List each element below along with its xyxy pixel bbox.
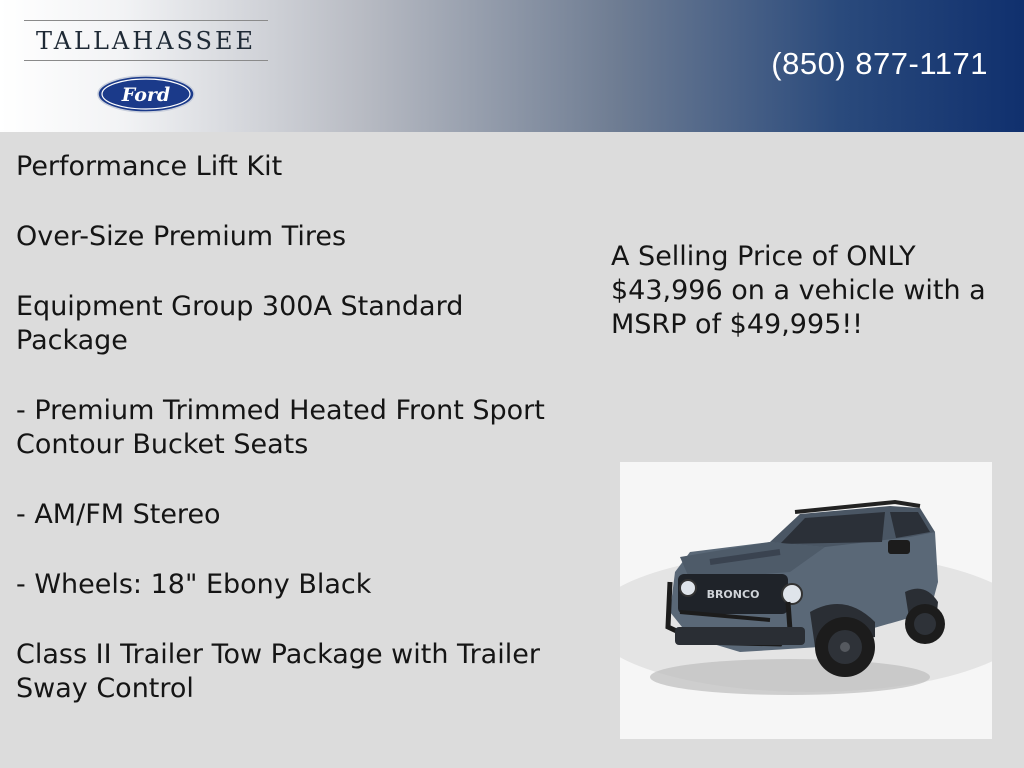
ford-logo-icon xyxy=(96,74,196,114)
offer-text: A Selling Price of ONLY $43,996 on a vehicle with a MSRP of $49,995!! xyxy=(611,241,986,340)
feature-item: - Premium Trimmed Heated Front Sport Contour Bucket Seats xyxy=(16,395,545,460)
feature-list xyxy=(16,150,576,742)
phone-number[interactable]: (850) 877-1171 xyxy=(771,46,988,81)
grille-badge: BRONCO xyxy=(706,588,760,601)
vehicle-photo xyxy=(620,462,992,739)
feature-item: Equipment Group 300A Standard Package xyxy=(16,291,464,356)
feature-item: Performance Lift Kit xyxy=(16,151,283,182)
feature-item: - AM/FM Stereo xyxy=(16,499,221,530)
feature-item: Class II Trailer Tow Package with Trailer Sway Control xyxy=(16,639,540,704)
suv-image-icon xyxy=(620,462,992,739)
header-banner xyxy=(0,0,1024,132)
feature-item: - Wheels: 18" Ebony Black xyxy=(16,569,372,600)
feature-item: Over-Size Premium Tires xyxy=(16,221,347,252)
dealer-name: TALLAHASSEE xyxy=(24,20,268,61)
svg-text:Ford: Ford xyxy=(121,84,171,106)
